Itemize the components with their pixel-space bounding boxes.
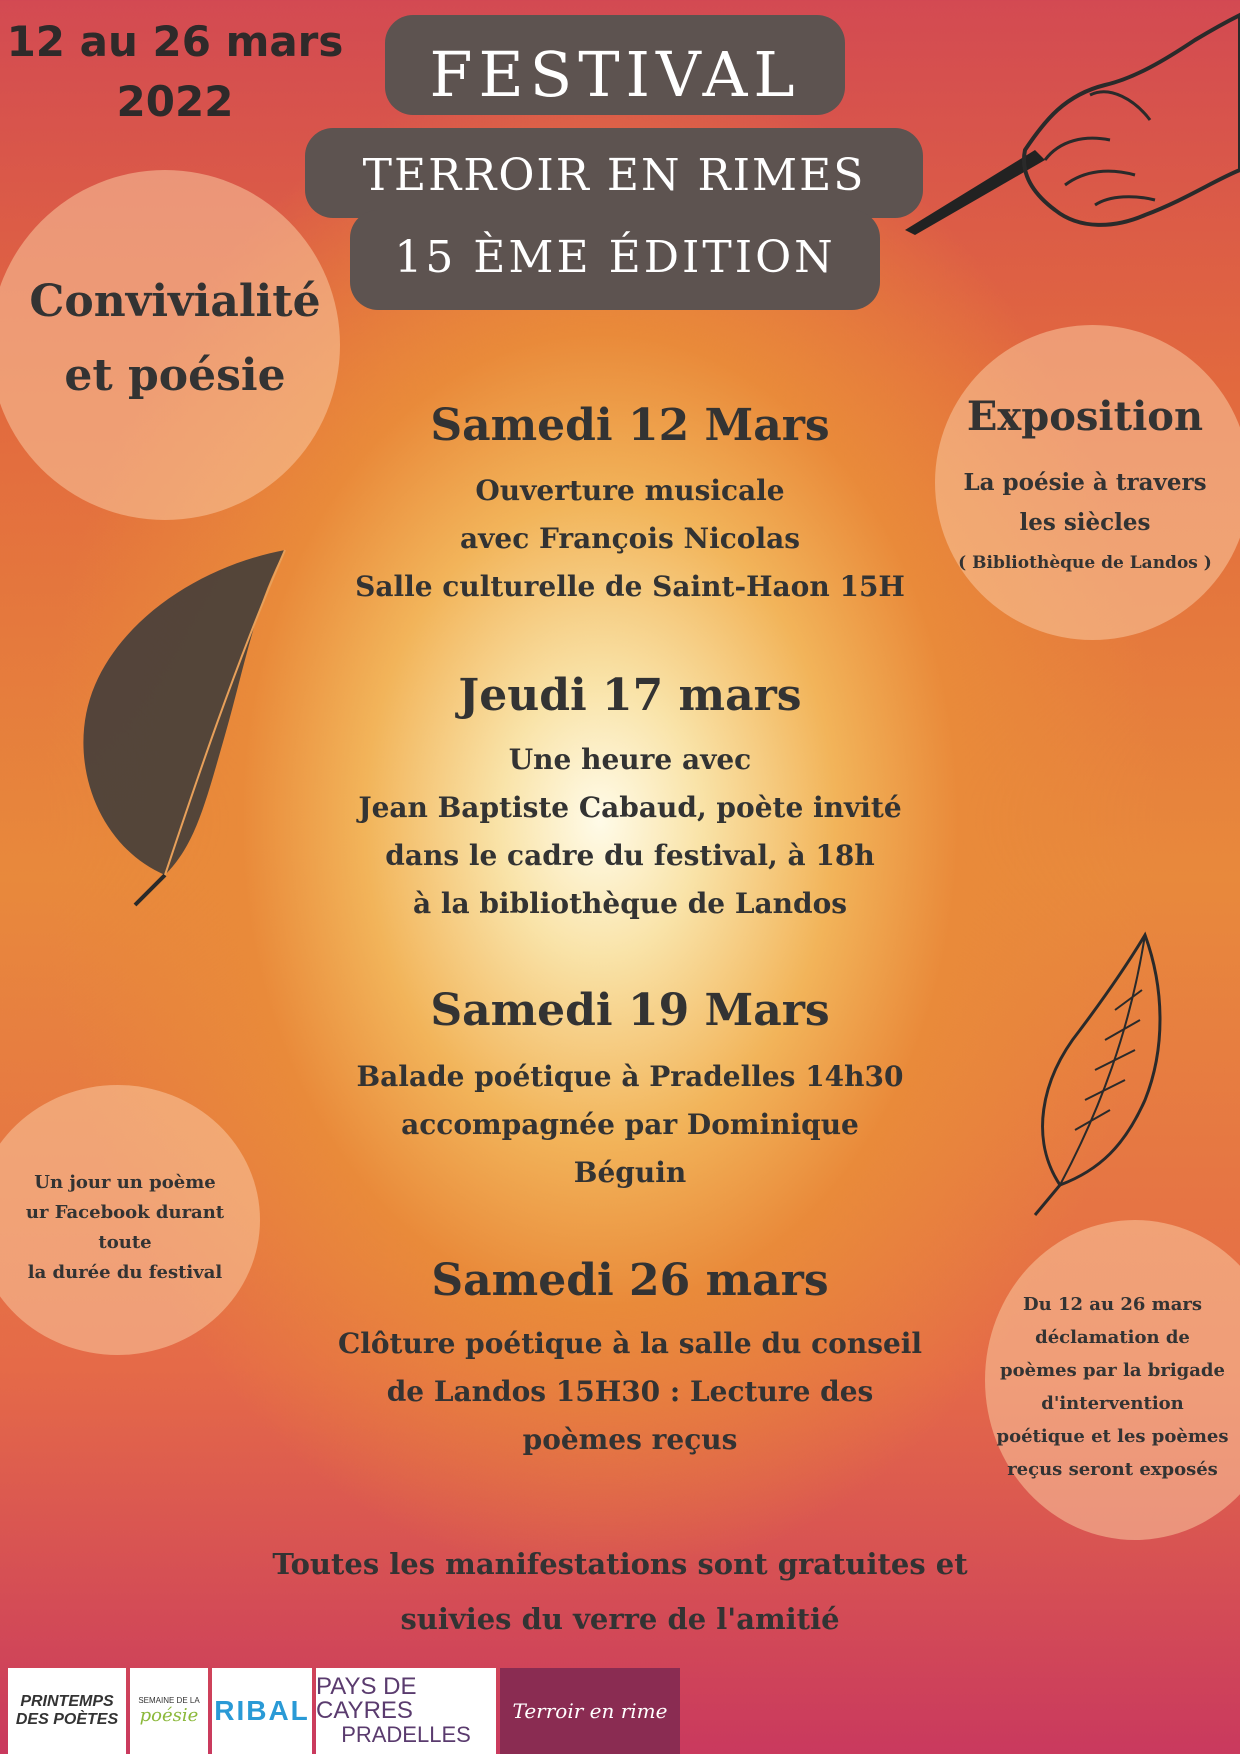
detail-line: poèmes reçus [522, 1423, 738, 1456]
day-details [280, 1053, 980, 1197]
note-line: d'intervention [1041, 1393, 1184, 1414]
exposition-location: ( Bibliothèque de Landos ) [958, 553, 1212, 573]
exposition-line: les siècles [1019, 509, 1151, 536]
note-line: la durée du festival [27, 1262, 223, 1283]
logo-semaine-poesie [130, 1668, 208, 1754]
facebook-note [0, 1168, 250, 1288]
detail-line: Clôture poétique à la salle du conseil [337, 1327, 923, 1360]
detail-line: de Landos 15H30 : Lecture des [386, 1375, 874, 1408]
detail-line: Une heure avec [508, 743, 752, 776]
note-line: Du 12 au 26 mars [1023, 1294, 1202, 1315]
footer-line: Toutes les manifestations sont gratuites et [272, 1547, 968, 1581]
exposition-details [935, 463, 1235, 583]
logo-printemps-des-poetes: PRINTEMPS DES POÈTES [8, 1668, 126, 1754]
detail-line: Salle culturelle de Saint-Haon 15H [355, 570, 905, 603]
conviviality-line: Convivialité [29, 276, 321, 327]
logo-ribal: RIBAL [212, 1668, 312, 1754]
logo-text: PAYS DE CAYRES [316, 1673, 417, 1724]
footer-line: suivies du verre de l'amitié [400, 1602, 840, 1636]
title-terroir: TERROIR EN RIMES [362, 150, 866, 201]
note-line: ur Facebook durant toute [25, 1202, 225, 1253]
logo-terroir-en-rime: Terroir en rime [500, 1668, 680, 1754]
logo-pays-de-cayres [316, 1668, 496, 1754]
day-details [280, 1320, 980, 1464]
title-edition: 15 ÈME ÉDITION [394, 232, 836, 283]
day-title: Jeudi 17 mars [458, 670, 802, 721]
logo-text: PRADELLES [341, 1722, 471, 1747]
logo-text: SEMAINE DE LA [138, 1696, 200, 1705]
note-line: poétique et les poèmes [996, 1426, 1229, 1447]
detail-line: avec François Nicolas [459, 522, 801, 555]
feather-left-icon [55, 545, 295, 910]
day-details [280, 467, 980, 611]
day-title: Samedi 26 mars [431, 1255, 829, 1306]
note-line: poèmes par la brigade [1000, 1360, 1225, 1381]
hand-quill-icon [895, 0, 1240, 240]
conviviality-badge [10, 265, 340, 413]
detail-line: Balade poétique à Pradelles 14h30 [356, 1060, 904, 1093]
exposition-title: Exposition [966, 393, 1204, 440]
day-title: Samedi 19 Mars [430, 985, 830, 1036]
detail-line: Jean Baptiste Cabaud, poète invité [358, 791, 902, 824]
feather-right-icon [1030, 930, 1170, 1220]
logo-text: poésie [139, 1705, 199, 1726]
note-line: déclamation de [1035, 1327, 1190, 1348]
note-line: reçus seront exposés [1007, 1459, 1218, 1480]
day-title: Samedi 12 Mars [430, 400, 830, 451]
free-events-note [170, 1537, 1070, 1647]
festival-dates [0, 12, 350, 132]
title-festival: FESTIVAL [429, 38, 801, 111]
day-details [280, 736, 980, 928]
sponsor-logos [8, 1668, 680, 1754]
detail-line: accompagnée par Dominique [401, 1108, 859, 1141]
note-line: Un jour un poème [34, 1172, 216, 1193]
dates-line: 12 au 26 mars [6, 17, 344, 66]
exposition-line: La poésie à travers [963, 469, 1207, 496]
detail-line: Ouverture musicale [475, 474, 785, 507]
detail-line: Béguin [573, 1156, 687, 1189]
detail-line: dans le cadre du festival, à 18h [385, 839, 875, 872]
detail-line: à la bibliothèque de Landos [412, 887, 848, 920]
poetry-line: et poésie [64, 350, 286, 401]
year-line: 2022 [116, 77, 234, 126]
brigade-note [985, 1288, 1240, 1486]
